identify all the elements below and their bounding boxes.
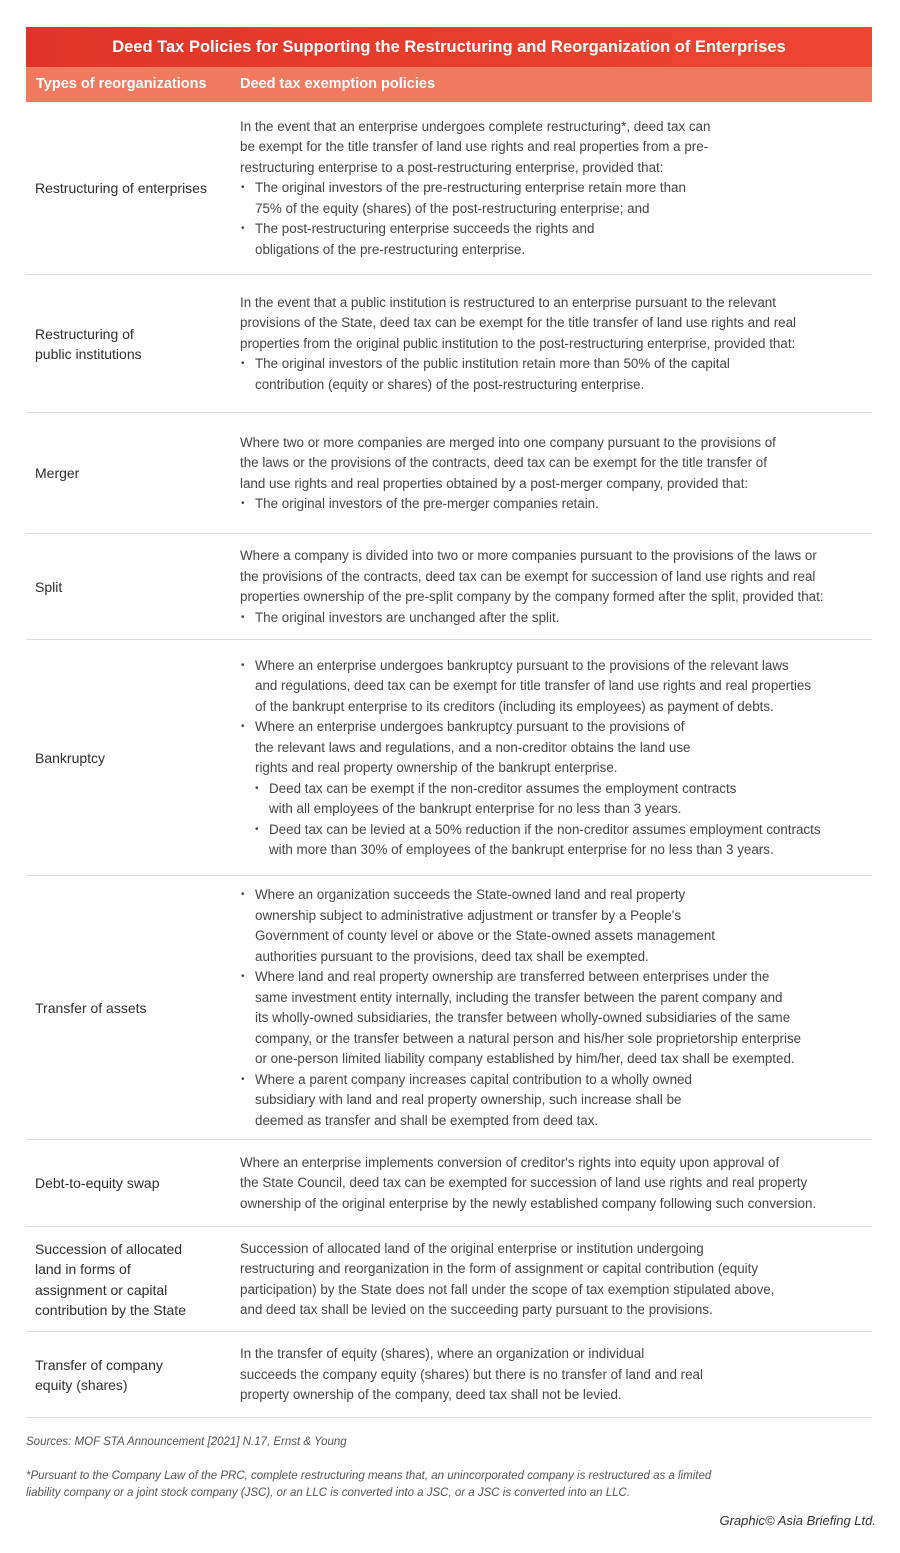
- sources-note: Sources: MOF STA Announcement [2021] N.17, Ernst & Young: [26, 1436, 347, 1448]
- policy-line: contribution (equity or shares) of the post-restructuring enterprise.: [255, 376, 645, 392]
- policy-line: the laws or the provisions of the contracts, deed tax can be exempt for the title transfer of: [240, 455, 767, 470]
- policy-line: In the transfer of equity (shares), where an organization or individual: [240, 1346, 645, 1362]
- row-policy-text: [240, 293, 870, 396]
- policy-line: land use rights and real properties obtained by a post-merger company, provided that:: [240, 475, 749, 491]
- table-row: [26, 640, 872, 876]
- row-policy-text: [240, 1239, 870, 1321]
- policy-line: rights and real property ownership of the bankrupt enterprise.: [255, 760, 618, 775]
- policy-line: In the event that an enterprise undergoes complete restructuring*, deed tax can: [240, 118, 711, 134]
- policy-line: and deed tax shall be levied on the succeeding party pursuant to the provisions.: [240, 1302, 713, 1317]
- type-line: contribution by the State: [35, 1302, 186, 1318]
- row-policy-text: [240, 1153, 870, 1215]
- row-type-label: [35, 178, 225, 199]
- type-line: public institutions: [35, 346, 142, 362]
- type-line: Transfer of company: [35, 1356, 163, 1373]
- policy-line: Where a company is divided into two or more companies pursuant to the provisions of the laws or: [240, 548, 817, 563]
- policy-line: authorities pursuant to the provisions, deed tax shall be exempted.: [255, 948, 649, 964]
- type-line: land in forms of: [35, 1261, 131, 1277]
- bullet-line: • Where land and real property ownership are transferred between enterprises under the: [240, 967, 870, 988]
- type-line: Restructuring of: [35, 325, 134, 342]
- policy-line: restructuring enterprise to a post-restructuring enterprise, provided that:: [240, 159, 664, 175]
- row-policy-text: [240, 1344, 870, 1406]
- table-row: [26, 1332, 872, 1418]
- table-row: [26, 102, 872, 275]
- row-type-label: [35, 1239, 225, 1321]
- policy-line: the State Council, deed tax can be exempted for succession of land use rights and real property: [240, 1175, 808, 1191]
- row-type-label: [35, 1173, 225, 1194]
- bullet-line: • Where an enterprise undergoes bankruptcy pursuant to the provisions of: [240, 717, 870, 738]
- policy-line: property ownership of the company, deed tax shall not be levied.: [240, 1387, 622, 1403]
- row-type-label: [35, 577, 225, 598]
- type-line: Merger: [35, 465, 80, 482]
- table-header: [26, 67, 872, 102]
- policy-line: Succession of allocated land of the original enterprise or institution undergoing: [240, 1240, 704, 1256]
- policy-line: of the bankrupt enterprise to its creditors (including its employees) as payment of debts.: [255, 698, 774, 714]
- row-policy-text: [240, 117, 870, 261]
- header-policies: Deed tax exemption policies: [240, 76, 436, 92]
- bullet-line: • The original investors of the public institution retain more than 50% of the capital: [240, 354, 870, 375]
- graphic-credit: Graphic© Asia Briefing Ltd.: [719, 1513, 876, 1528]
- policy-line: properties from the original public institution to the post-restructuring enterprise, provided that:: [240, 335, 796, 351]
- table-row: [26, 275, 872, 413]
- policy-line: same investment entity internally, including the transfer between the parent company and: [255, 989, 783, 1005]
- policy-line: company, or the transfer between a natural person and his/her sole proprietorship enterprise: [255, 1030, 802, 1046]
- table-row: [26, 876, 872, 1140]
- type-line: Split: [35, 578, 63, 595]
- type-line: assignment or capital: [35, 1281, 168, 1298]
- type-line: equity (shares): [35, 1377, 128, 1393]
- row-type-label: [35, 1355, 225, 1396]
- bullet-line: • The post-restructuring enterprise succeeds the rights and: [240, 219, 870, 240]
- bullet-line: • Where a parent company increases capital contribution to a wholly owned: [240, 1070, 870, 1091]
- footnote-line: liability company or a joint stock company (JSC), or an LLC is converted into a JSC, or a JSC is converted into an LLC.: [26, 1487, 631, 1499]
- footnote: [26, 1468, 711, 1502]
- row-policy-text: [240, 656, 870, 861]
- table-row: [26, 1140, 872, 1227]
- policy-line: restructuring and reorganization in the form of assignment or capital contribution (equity: [240, 1261, 759, 1276]
- policy-line: or one-person limited liability company established by him/her, deed tax shall be exempted.: [255, 1051, 795, 1066]
- policy-line: properties ownership of the pre-split company by the company formed after the split, provided that:: [240, 589, 824, 604]
- policy-line: provisions of the State, deed tax can be exempt for the title transfer of land use rights and real: [240, 315, 797, 331]
- footnote-line: *Pursuant to the Company Law of the PRC, complete restructuring means that, an unincorporated company is restructured as a limited: [26, 1470, 712, 1482]
- policy-line: and regulations, deed tax can be exempt for title transfer of land use rights and real properties: [255, 678, 812, 693]
- row-type-label: [35, 324, 225, 365]
- type-line: Restructuring of enterprises: [35, 180, 207, 197]
- policy-line: Where an enterprise implements conversion of creditor's rights into equity upon approval of: [240, 1154, 780, 1170]
- row-policy-text: [240, 433, 870, 515]
- table-row: [26, 413, 872, 534]
- policy-line: with all employees of the bankrupt enterprise for no less than 3 years.: [269, 801, 682, 816]
- header-types: Types of reorganizations: [36, 76, 207, 92]
- policy-line: deemed as transfer and shall be exempted from deed tax.: [255, 1112, 599, 1128]
- policy-line: In the event that a public institution is restructured to an enterprise pursuant to the relevant: [240, 294, 776, 310]
- row-type-label: [35, 463, 225, 484]
- row-type-label: [35, 998, 225, 1019]
- table-title: Deed Tax Policies for Supporting the Restructuring and Reorganization of Enterprises: [26, 27, 872, 67]
- table-row: [26, 534, 872, 640]
- policy-line: subsidiary with land and real property ownership, such increase shall be: [255, 1092, 682, 1107]
- policy-line: participation) by the State does not fall under the scope of tax exemption stipulated above,: [240, 1281, 775, 1297]
- policy-line: obligations of the pre-restructuring enterprise.: [255, 241, 526, 257]
- policy-line: the relevant laws and regulations, and a non-creditor obtains the land use: [255, 739, 691, 755]
- type-line: Debt-to-equity swap: [35, 1175, 160, 1192]
- bullet-line: • The original investors of the pre-restructuring enterprise retain more than: [240, 178, 870, 199]
- policy-line: Where two or more companies are merged into one company pursuant to the provisions of: [240, 434, 776, 450]
- bullet-line: • Where an organization succeeds the State-owned land and real property: [240, 885, 870, 906]
- policy-line: with more than 30% of employees of the bankrupt enterprise for no less than 3 years.: [269, 842, 774, 857]
- row-policy-text: [240, 885, 870, 1131]
- bullet-line: • The original investors are unchanged after the split.: [240, 608, 870, 629]
- bullet-line: • The original investors of the pre-merger companies retain.: [240, 494, 870, 515]
- policy-line: be exempt for the title transfer of land use rights and real properties from a pre-: [240, 139, 709, 155]
- policy-line: Government of county level or above or the State-owned assets management: [255, 928, 716, 943]
- bullet-line: • Deed tax can be levied at a 50% reduction if the non-creditor assumes employment contracts: [240, 820, 870, 841]
- row-type-label: [35, 748, 225, 769]
- policy-line: ownership of the original enterprise by the newly established company following such conversion.: [240, 1195, 817, 1211]
- table-row: [26, 1227, 872, 1332]
- policy-line: 75% of the equity (shares) of the post-restructuring enterprise; and: [255, 200, 650, 216]
- policy-line: the provisions of the contracts, deed tax can be exempt for succession of land use rights and real: [240, 568, 816, 584]
- row-policy-text: [240, 546, 870, 628]
- type-line: Bankruptcy: [35, 749, 106, 766]
- type-line: Succession of allocated: [35, 1240, 183, 1257]
- policy-line: its wholly-owned subsidiaries, the transfer between wholly-owned subsidiaries of the same: [255, 1010, 791, 1025]
- bullet-line: • Where an enterprise undergoes bankruptcy pursuant to the provisions of the relevant laws: [240, 656, 870, 677]
- policy-line: ownership subject to administrative adjustment or transfer by a People's: [255, 907, 682, 923]
- type-line: Transfer of assets: [35, 999, 147, 1016]
- policy-line: succeeds the company equity (shares) but there is no transfer of land and real: [240, 1366, 703, 1382]
- bullet-line: • Deed tax can be exempt if the non-creditor assumes the employment contracts: [240, 779, 870, 800]
